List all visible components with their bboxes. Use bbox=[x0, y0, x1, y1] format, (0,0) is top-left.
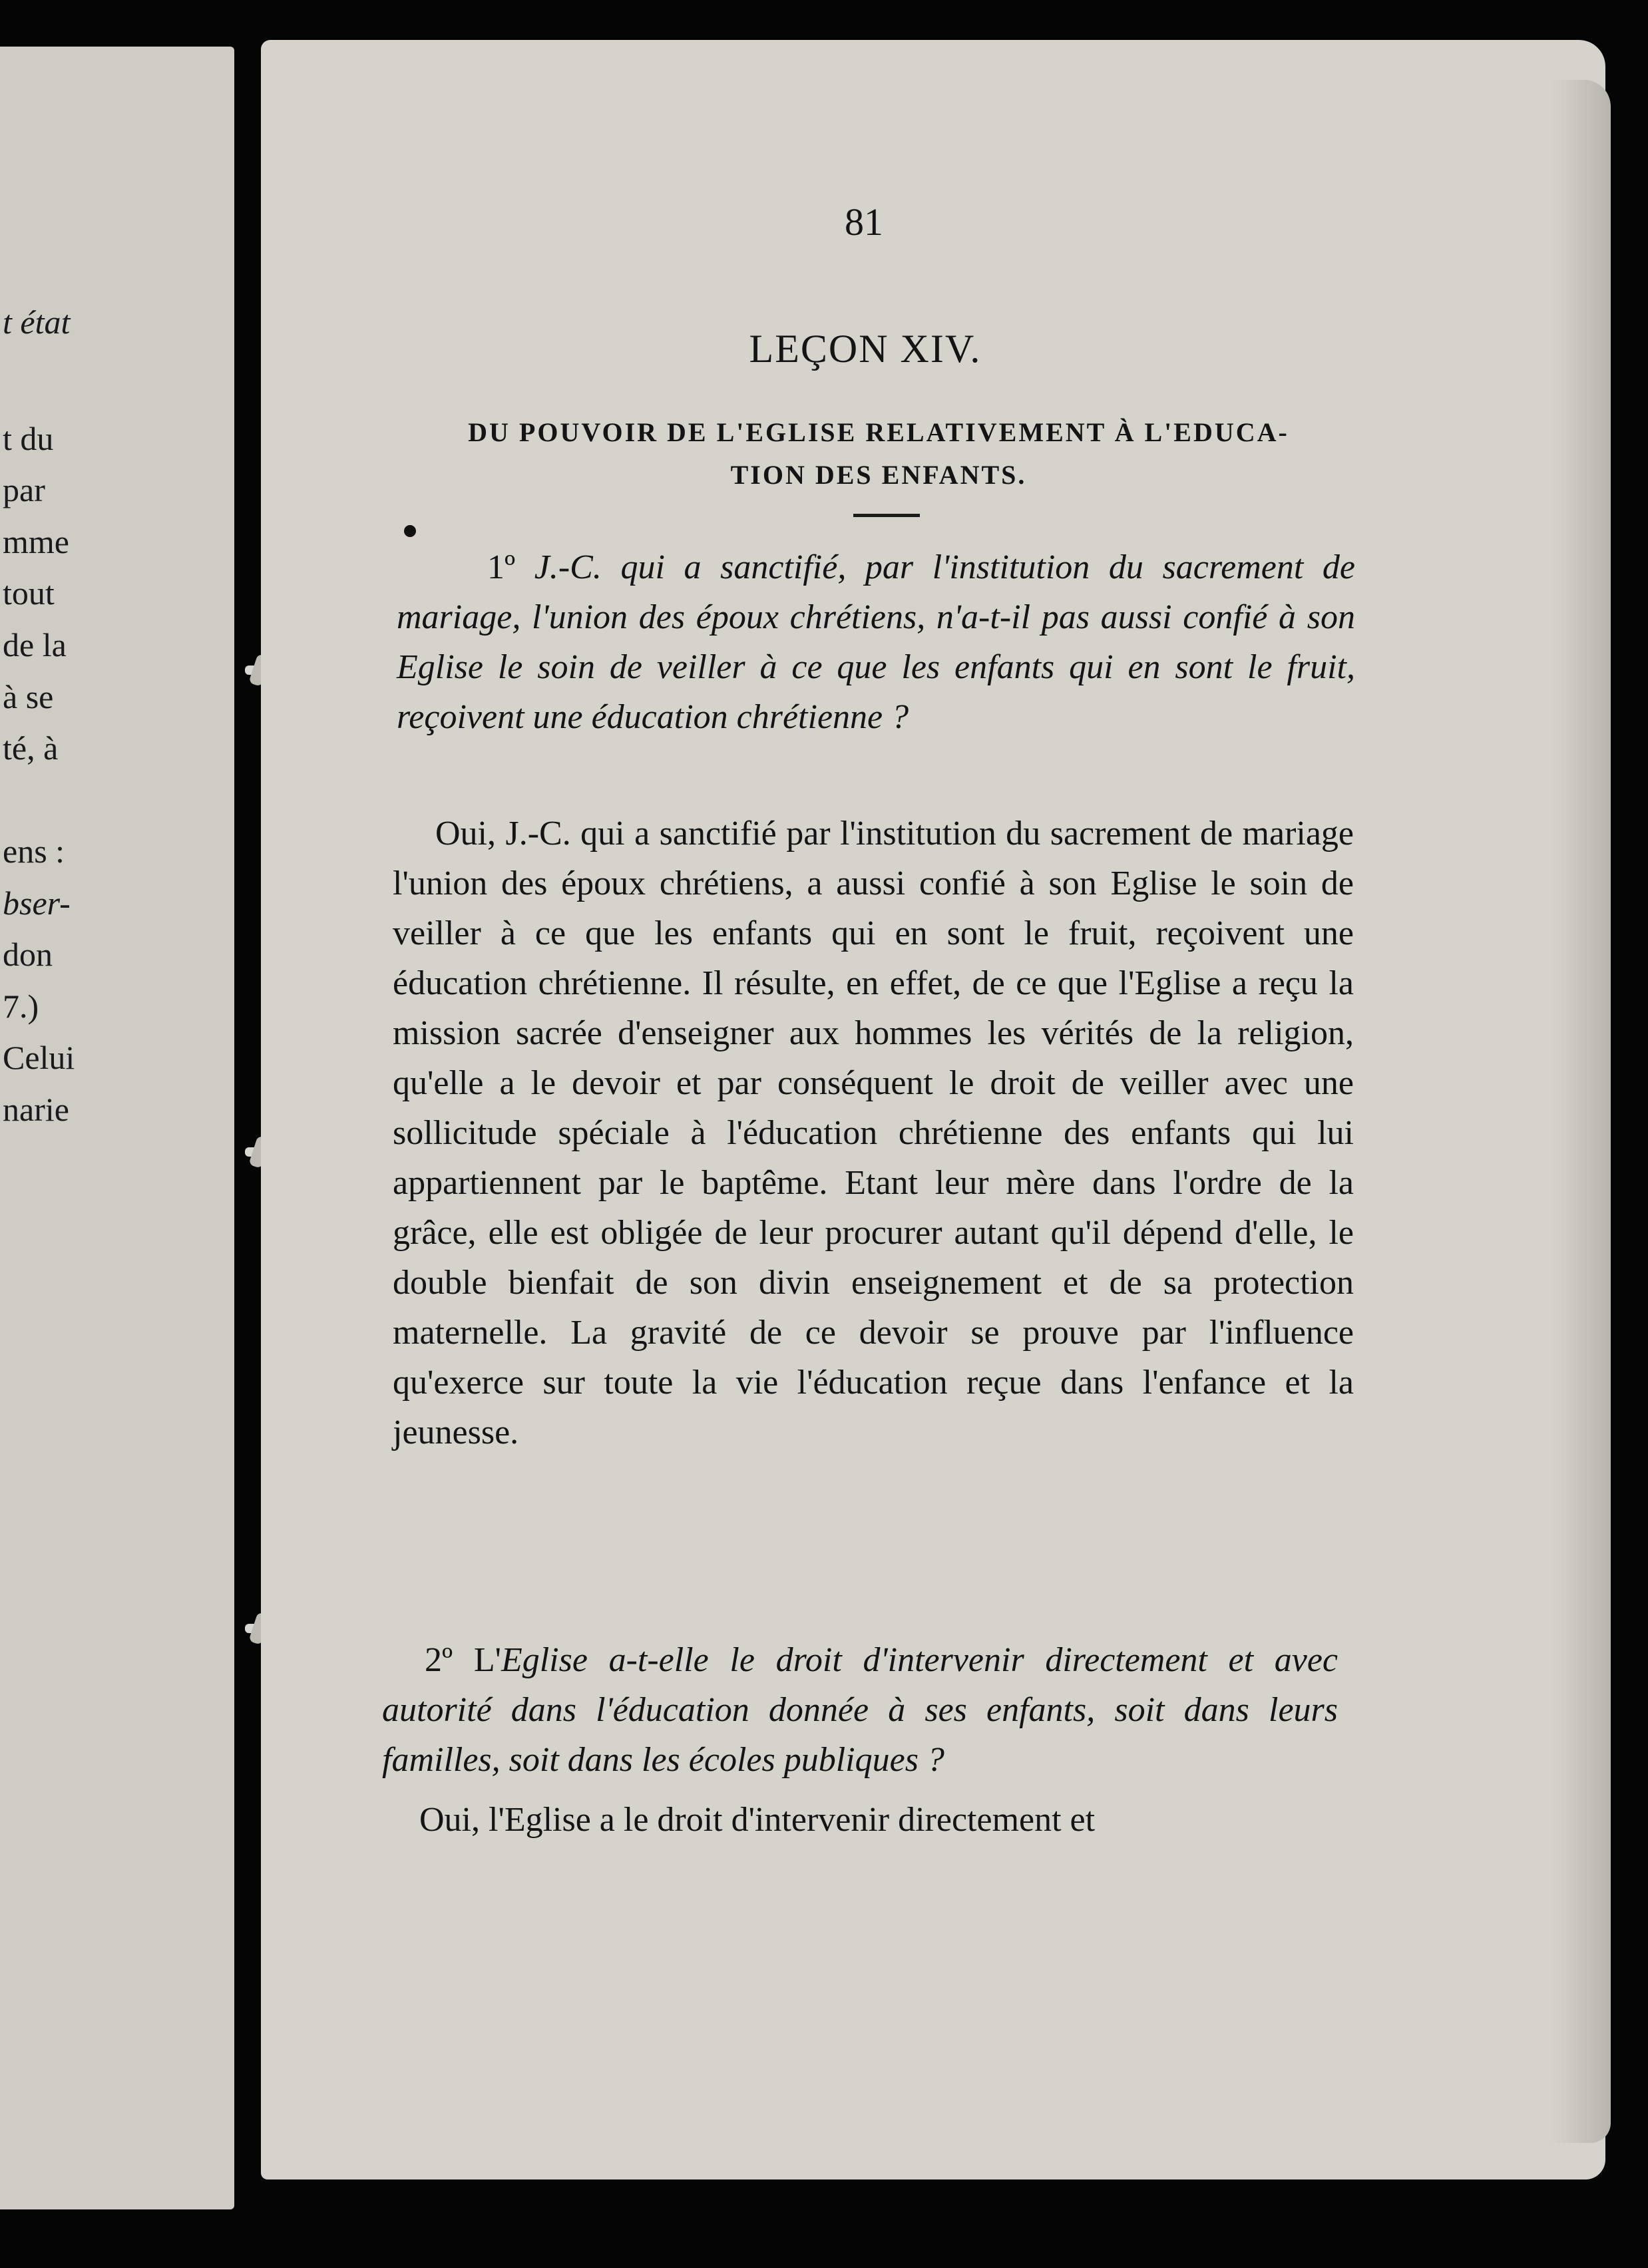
chapter-title bbox=[399, 411, 1358, 496]
left-page-text-column bbox=[0, 47, 77, 2209]
book-gutter bbox=[234, 27, 261, 2223]
left-fragment-line: don bbox=[3, 936, 53, 973]
left-fragment-line: 7.) bbox=[3, 988, 39, 1025]
left-fragment-line: tout bbox=[3, 574, 55, 612]
left-page-fragment bbox=[0, 47, 234, 2209]
chapter-title-line: TION DES ENFANTS. bbox=[730, 460, 1027, 490]
ink-dot bbox=[404, 525, 416, 537]
left-fragment-line: de la bbox=[3, 626, 67, 663]
chapter-title-line: DU POUVOIR DE L'EGLISE RELATIVEMENT À L'EDUCA- bbox=[468, 417, 1289, 447]
question-1 bbox=[397, 542, 1355, 742]
left-fragment-line: t état bbox=[3, 303, 71, 341]
left-fragment-line: t du bbox=[3, 420, 54, 457]
left-fragment-line: par bbox=[3, 471, 45, 508]
left-fragment-line: Celui bbox=[3, 1039, 75, 1076]
lesson-title: LEÇON XIV. bbox=[749, 327, 982, 371]
left-fragment-line: narie bbox=[3, 1091, 69, 1128]
question-text: J.-C. qui a sanctifié, par l'institution du sacrement de mariage, l'union des époux chrétiens, n'a-t-il pas aussi confié à son Eglise le soin de veiller à ce que les enfants qui en sont le fruit, reçoivent une éducation chrétienne ? bbox=[397, 548, 1355, 736]
left-fragment-line: mme bbox=[3, 523, 69, 560]
left-fragment-line: té, à bbox=[3, 729, 59, 767]
title-rule bbox=[853, 514, 920, 517]
left-fragment-line: ens : bbox=[3, 833, 65, 870]
left-fragment-line: à se bbox=[3, 678, 54, 715]
question-2 bbox=[382, 1635, 1338, 1785]
question-text: Eglise a-t-elle le droit d'intervenir directement et avec autorité dans l'éducation donnée à ses enfants, soit dans leurs familles, soit dans les écoles publiques ? bbox=[382, 1641, 1338, 1779]
question-number: 1º bbox=[487, 548, 516, 586]
page-edge-shadow bbox=[1551, 80, 1611, 2143]
answer-1: Oui, J.-C. qui a sanctifié par l'institution du sacrement de mariage l'union des époux chrétiens, a aussi confié à son Eglise le soin de veiller à ce que les enfants qui en sont le fruit, reçoivent une éducation chrétienne. Il résulte, en effet, de ce que l'Eglise a reçu la mission sacrée d'enseigner aux hommes les vérités de la religion, qu'elle a le devoir et par conséquent le droit de veiller avec une sollicitude spéciale à l'éducation chrétienne des enfants qui lui appartiennent par le baptême. Etant leur mère dans l'ordre de la grâce, elle est obligée de leur procurer autant qu'il dépend d'elle, le double bienfait de son divin enseignement et de sa protection maternelle. La gravité de ce devoir se prouve par l'influence qu'exerce sur toute la vie l'éducation reçue dans l'enfance et la jeunesse. bbox=[393, 815, 1354, 1451]
answer-2: Oui, l'Eglise a le droit d'intervenir directement et bbox=[419, 1801, 1096, 1839]
question-lead: L' bbox=[473, 1641, 501, 1679]
page-number: 81 bbox=[845, 200, 883, 244]
left-fragment-line: bser- bbox=[3, 884, 71, 922]
question-number: 2º bbox=[425, 1641, 453, 1679]
